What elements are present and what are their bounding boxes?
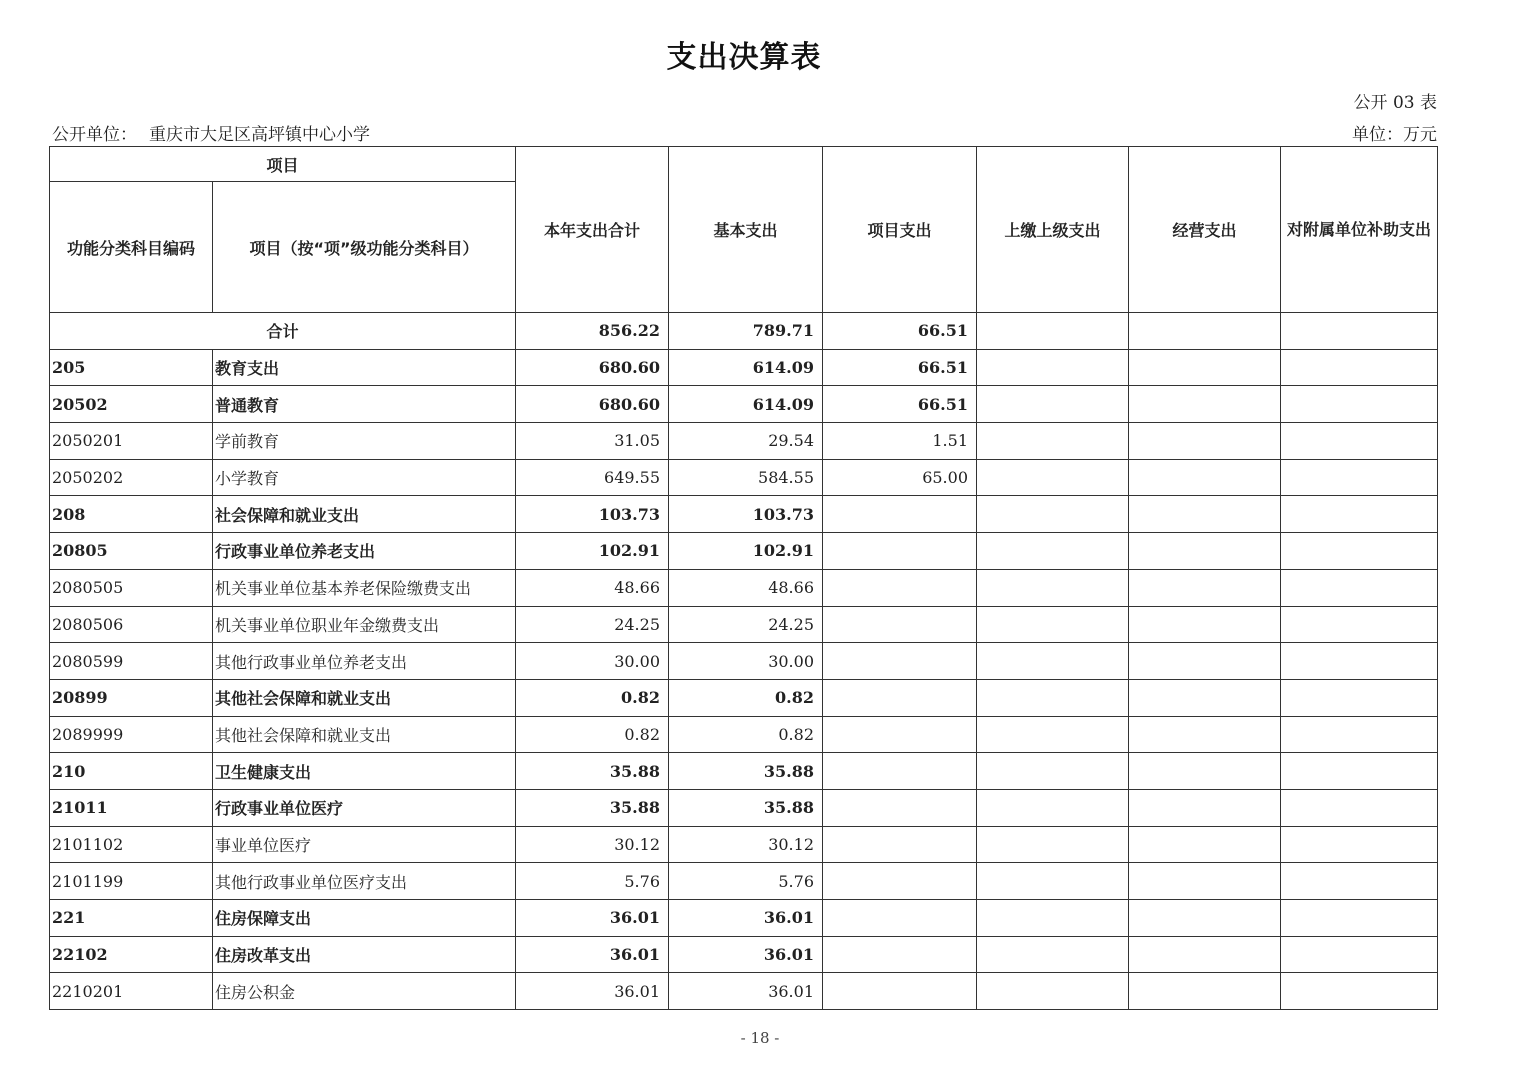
- row-total: 680.60: [516, 349, 669, 386]
- row-basic: 614.09: [669, 386, 823, 423]
- row-subsidy: [1281, 459, 1438, 496]
- table-row: [50, 753, 1438, 790]
- row-basic: 614.09: [669, 349, 823, 386]
- row-name: 行政事业单位养老支出: [213, 533, 516, 570]
- row-project: [823, 679, 977, 716]
- row-code: 21011: [50, 789, 213, 826]
- row-code: 20502: [50, 386, 213, 423]
- row-upper: [977, 900, 1129, 937]
- row-project: [823, 496, 977, 533]
- row-total: 30.12: [516, 826, 669, 863]
- row-business: [1129, 459, 1281, 496]
- row-project: [823, 533, 977, 570]
- row-business: [1129, 826, 1281, 863]
- total-row: [50, 313, 1438, 350]
- row-project: [823, 753, 977, 790]
- row-business: [1129, 973, 1281, 1010]
- row-subsidy: [1281, 863, 1438, 900]
- row-name: 住房保障支出: [213, 900, 516, 937]
- row-project: 66.51: [823, 349, 977, 386]
- row-upper: [977, 973, 1129, 1010]
- total-project: 66.51: [823, 313, 977, 350]
- row-subsidy: [1281, 900, 1438, 937]
- row-basic: 24.25: [669, 606, 823, 643]
- row-total: 36.01: [516, 973, 669, 1010]
- table-row: [50, 606, 1438, 643]
- row-upper: [977, 533, 1129, 570]
- row-subsidy: [1281, 973, 1438, 1010]
- row-upper: [977, 826, 1129, 863]
- row-subsidy: [1281, 606, 1438, 643]
- header-business: 经营支出: [1129, 147, 1281, 313]
- row-code: 22102: [50, 936, 213, 973]
- table-row: [50, 496, 1438, 533]
- row-name: 学前教育: [213, 423, 516, 460]
- expenditure-table: [49, 146, 1438, 1010]
- row-code: 2101102: [50, 826, 213, 863]
- row-code: 2080599: [50, 643, 213, 680]
- row-total: 102.91: [516, 533, 669, 570]
- row-total: 31.05: [516, 423, 669, 460]
- row-code: 2210201: [50, 973, 213, 1010]
- row-business: [1129, 606, 1281, 643]
- row-code: 208: [50, 496, 213, 533]
- row-upper: [977, 423, 1129, 460]
- row-subsidy: [1281, 643, 1438, 680]
- row-basic: 0.82: [669, 716, 823, 753]
- row-code: 210: [50, 753, 213, 790]
- row-code: 2080505: [50, 569, 213, 606]
- page-title: 支出决算表: [666, 40, 822, 75]
- row-basic: 584.55: [669, 459, 823, 496]
- row-code: 20899: [50, 679, 213, 716]
- table-row: [50, 349, 1438, 386]
- row-basic: 103.73: [669, 496, 823, 533]
- header-item: 项目: [50, 147, 516, 182]
- row-code: 2080506: [50, 606, 213, 643]
- row-project: [823, 973, 977, 1010]
- header-basic: 基本支出: [669, 147, 823, 313]
- row-basic: 48.66: [669, 569, 823, 606]
- row-total: 35.88: [516, 753, 669, 790]
- row-name: 其他行政事业单位医疗支出: [213, 863, 516, 900]
- row-subsidy: [1281, 423, 1438, 460]
- table-row: [50, 973, 1438, 1010]
- row-name: 其他社会保障和就业支出: [213, 716, 516, 753]
- row-upper: [977, 496, 1129, 533]
- header-upper: 上缴上级支出: [977, 147, 1129, 313]
- row-code: 205: [50, 349, 213, 386]
- table-row: [50, 863, 1438, 900]
- row-name: 机关事业单位基本养老保险缴费支出: [213, 569, 516, 606]
- table-row: [50, 900, 1438, 937]
- total-basic: 789.71: [669, 313, 823, 350]
- row-business: [1129, 900, 1281, 937]
- row-name: 其他行政事业单位养老支出: [213, 643, 516, 680]
- row-code: 2089999: [50, 716, 213, 753]
- row-code: 2101199: [50, 863, 213, 900]
- row-total: 5.76: [516, 863, 669, 900]
- row-upper: [977, 349, 1129, 386]
- table-body: [50, 313, 1438, 1010]
- table-row: [50, 716, 1438, 753]
- row-basic: 5.76: [669, 863, 823, 900]
- row-name: 社会保障和就业支出: [213, 496, 516, 533]
- row-basic: 36.01: [669, 936, 823, 973]
- row-basic: 36.01: [669, 900, 823, 937]
- row-subsidy: [1281, 569, 1438, 606]
- row-upper: [977, 679, 1129, 716]
- row-business: [1129, 423, 1281, 460]
- currency-unit: 单位：万元: [1352, 125, 1437, 145]
- row-total: 36.01: [516, 936, 669, 973]
- row-total: 35.88: [516, 789, 669, 826]
- row-business: [1129, 863, 1281, 900]
- row-project: 66.51: [823, 386, 977, 423]
- row-business: [1129, 643, 1281, 680]
- row-name: 机关事业单位职业年金缴费支出: [213, 606, 516, 643]
- total-subsidy: [1281, 313, 1438, 350]
- total-label: 合计: [50, 313, 516, 350]
- row-name: 卫生健康支出: [213, 753, 516, 790]
- row-name: 事业单位医疗: [213, 826, 516, 863]
- row-business: [1129, 716, 1281, 753]
- row-business: [1129, 349, 1281, 386]
- row-subsidy: [1281, 349, 1438, 386]
- row-basic: 35.88: [669, 789, 823, 826]
- row-code: 221: [50, 900, 213, 937]
- row-name: 行政事业单位医疗: [213, 789, 516, 826]
- row-subsidy: [1281, 386, 1438, 423]
- row-project: [823, 606, 977, 643]
- row-code: 2050202: [50, 459, 213, 496]
- row-project: [823, 569, 977, 606]
- row-basic: 35.88: [669, 753, 823, 790]
- row-business: [1129, 386, 1281, 423]
- row-business: [1129, 496, 1281, 533]
- row-name: 小学教育: [213, 459, 516, 496]
- row-project: [823, 826, 977, 863]
- row-business: [1129, 789, 1281, 826]
- row-total: 680.60: [516, 386, 669, 423]
- table-row: [50, 789, 1438, 826]
- table-row: [50, 643, 1438, 680]
- row-project: [823, 716, 977, 753]
- row-basic: 0.82: [669, 679, 823, 716]
- row-total: 649.55: [516, 459, 669, 496]
- row-upper: [977, 863, 1129, 900]
- row-basic: 36.01: [669, 973, 823, 1010]
- header-subsidy: 对附属单位补助支出: [1281, 147, 1438, 313]
- row-total: 48.66: [516, 569, 669, 606]
- row-basic: 102.91: [669, 533, 823, 570]
- row-project: 65.00: [823, 459, 977, 496]
- row-subsidy: [1281, 679, 1438, 716]
- row-basic: 29.54: [669, 423, 823, 460]
- row-upper: [977, 936, 1129, 973]
- total-business: [1129, 313, 1281, 350]
- table-row: [50, 533, 1438, 570]
- row-project: [823, 643, 977, 680]
- row-project: [823, 936, 977, 973]
- row-basic: 30.00: [669, 643, 823, 680]
- row-upper: [977, 753, 1129, 790]
- total-amount: 856.22: [516, 313, 669, 350]
- total-upper: [977, 313, 1129, 350]
- row-subsidy: [1281, 496, 1438, 533]
- row-business: [1129, 533, 1281, 570]
- row-subsidy: [1281, 936, 1438, 973]
- row-subsidy: [1281, 716, 1438, 753]
- row-subsidy: [1281, 533, 1438, 570]
- row-name: 住房公积金: [213, 973, 516, 1010]
- row-project: [823, 863, 977, 900]
- row-total: 0.82: [516, 716, 669, 753]
- form-number: 公开 03 表: [1353, 93, 1437, 113]
- row-upper: [977, 716, 1129, 753]
- table-row: [50, 936, 1438, 973]
- row-basic: 30.12: [669, 826, 823, 863]
- row-upper: [977, 459, 1129, 496]
- row-name: 住房改革支出: [213, 936, 516, 973]
- table-row: [50, 423, 1438, 460]
- row-name: 教育支出: [213, 349, 516, 386]
- row-upper: [977, 789, 1129, 826]
- header-project: 项目支出: [823, 147, 977, 313]
- row-subsidy: [1281, 753, 1438, 790]
- row-project: 1.51: [823, 423, 977, 460]
- table-row: [50, 386, 1438, 423]
- row-total: 30.00: [516, 643, 669, 680]
- row-code: 2050201: [50, 423, 213, 460]
- table-row: [50, 679, 1438, 716]
- row-total: 103.73: [516, 496, 669, 533]
- row-upper: [977, 606, 1129, 643]
- row-project: [823, 789, 977, 826]
- header-total: 本年支出合计: [516, 147, 669, 313]
- row-business: [1129, 569, 1281, 606]
- row-total: 36.01: [516, 900, 669, 937]
- row-business: [1129, 679, 1281, 716]
- table-row: [50, 459, 1438, 496]
- table-row: [50, 569, 1438, 606]
- row-business: [1129, 936, 1281, 973]
- unit-label: 公开单位：: [52, 125, 137, 145]
- row-code: 20805: [50, 533, 213, 570]
- unit-name: 重庆市大足区高坪镇中心小学: [149, 125, 370, 145]
- row-upper: [977, 569, 1129, 606]
- header-code: 功能分类科目编码: [50, 182, 213, 313]
- header-name: 项目（按“项”级功能分类科目）: [213, 182, 516, 313]
- row-project: [823, 900, 977, 937]
- page-number: - 18 -: [740, 1029, 780, 1047]
- row-total: 24.25: [516, 606, 669, 643]
- row-subsidy: [1281, 789, 1438, 826]
- row-upper: [977, 643, 1129, 680]
- row-name: 其他社会保障和就业支出: [213, 679, 516, 716]
- row-upper: [977, 386, 1129, 423]
- row-subsidy: [1281, 826, 1438, 863]
- row-name: 普通教育: [213, 386, 516, 423]
- table-row: [50, 826, 1438, 863]
- unit-info: [52, 120, 370, 145]
- row-business: [1129, 753, 1281, 790]
- row-total: 0.82: [516, 679, 669, 716]
